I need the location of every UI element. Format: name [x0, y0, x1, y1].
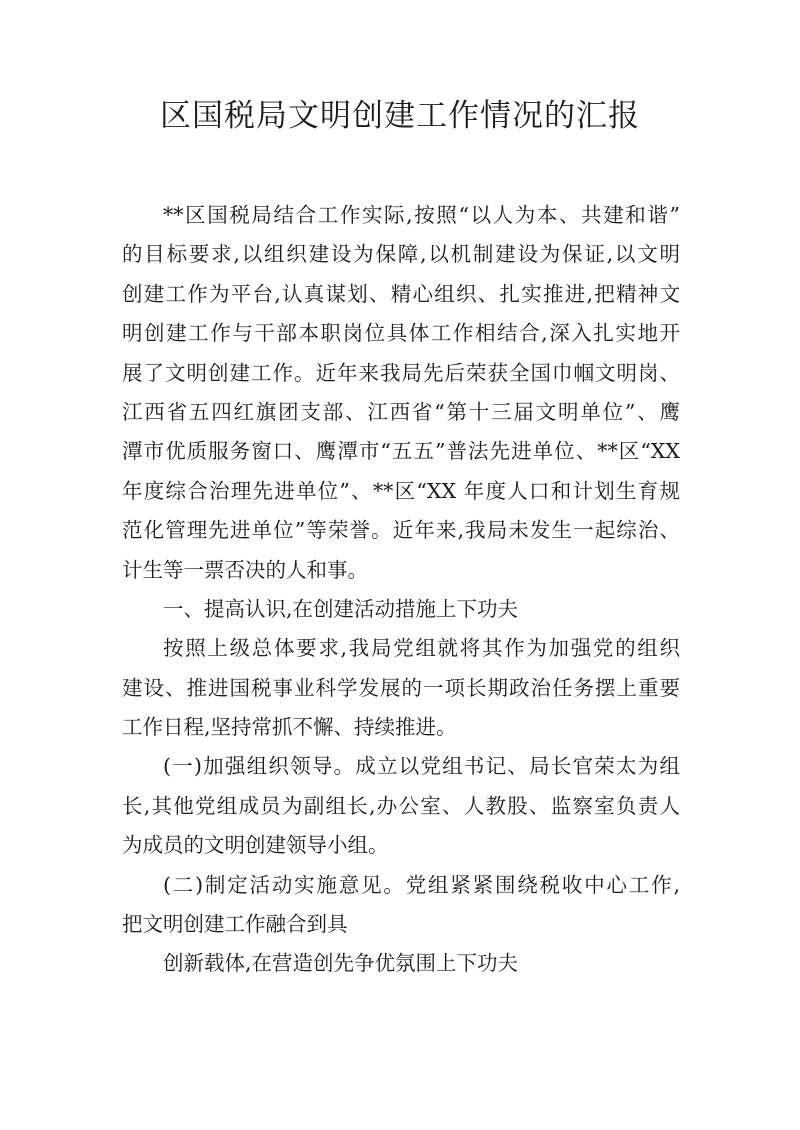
paragraph-line: (一)加强组织领导。成立以党组书记、局长官荣太为组 [163, 754, 680, 779]
document-body [122, 196, 680, 984]
paragraph-line: 的目标要求,以组织建设为保障,以机制建设为保证,以文明 [122, 242, 680, 267]
paragraph-line: 把文明创建工作融合到具 [122, 912, 348, 937]
paragraph-line: 江西省五四红旗团支部、江西省“第十三届文明单位”、鹰 [122, 399, 680, 424]
paragraph-line: (二)制定活动实施意见。党组紧紧围绕税收中心工作, [163, 872, 680, 897]
paragraph-line: 为成员的文明创建领导小组。 [122, 833, 389, 858]
paragraph-line: 潭市优质服务窗口、鹰潭市“五五”普法先进单位、**区“XX [122, 439, 680, 464]
paragraph-line: 建设、推进国税事业科学发展的一项长期政治任务摆上重要 [122, 675, 680, 700]
section-heading: 一、提高认识,在创建活动措施上下功夫 [163, 596, 519, 621]
paragraph-line: 展了文明创建工作。近年来我局先后荣获全国巾帼文明岗、 [122, 360, 680, 385]
paragraph-line: **区国税局结合工作实际,按照“以人为本、共建和谐” [163, 203, 680, 227]
paragraph-line: 创建工作为平台,认真谋划、精心组织、扎实推进,把精神文 [122, 281, 680, 306]
paragraph-line: 按照上级总体要求,我局党组就将其作为加强党的组织 [163, 636, 680, 661]
document-title: 区国税局文明创建工作情况的汇报 [160, 98, 640, 134]
paragraph-line: 明创建工作与干部本职岗位具体工作相结合,深入扎实地开 [122, 321, 680, 346]
paragraph-line: 年度综合治理先进单位”、**区“XX 年度人口和计划生育规 [122, 478, 680, 503]
paragraph-line: 范化管理先进单位”等荣誉。近年来,我局未发生一起综治、 [122, 518, 680, 543]
paragraph-line: 工作日程,坚持常抓不懈、持续推进。 [122, 715, 457, 740]
paragraph-line: 长,其他党组成员为副组长,办公室、人教股、监察室负责人 [122, 793, 680, 818]
section-heading: 创新载体,在营造创先争优氛围上下功夫 [163, 951, 519, 976]
paragraph-line: 计生等一票否决的人和事。 [122, 557, 368, 582]
